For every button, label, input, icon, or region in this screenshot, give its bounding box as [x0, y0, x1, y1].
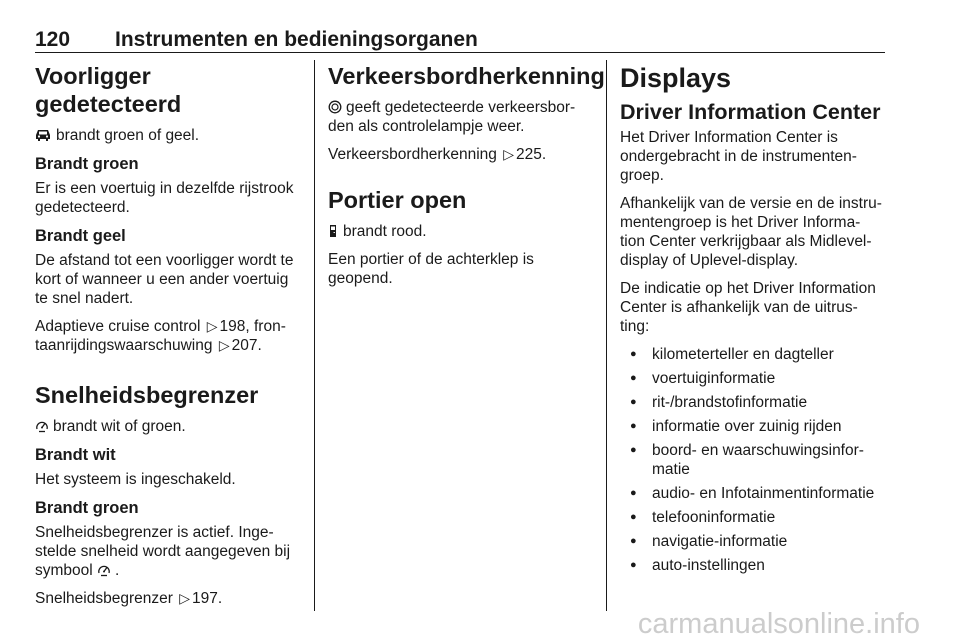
text-line: Center is afhankelijk van de uitrus- [620, 299, 858, 316]
text-line: mentengroep is het Driver Informa- [620, 214, 861, 231]
acc-reference [35, 317, 301, 355]
text-line: Een portier of de achterklep is [328, 251, 534, 268]
page-reference-arrow-icon: ▷ [218, 337, 230, 353]
text-line: kort of wanneer u een ander voertuig [35, 271, 289, 288]
groen2-paragraph [35, 523, 301, 580]
page-reference-arrow-icon: ▷ [179, 590, 190, 606]
column-divider-1 [314, 60, 315, 611]
text-line: Het Driver Information Center is [620, 129, 838, 146]
text-line: ondergebracht in de instrumenten- [620, 148, 857, 165]
ref-text: taanrijdingswaarschuwing [35, 337, 213, 354]
column-3 [620, 62, 888, 580]
vehicle-ahead-icon [35, 129, 51, 141]
text-line: geopend. [328, 270, 393, 287]
heading-brandt-groen-2: Brandt groen [35, 499, 139, 517]
text-line: Afhankelijk van de versie en de instru- [620, 195, 882, 212]
voorligger-desc-text: brandt groen of geel. [56, 127, 200, 144]
text-line: geeft gedetecteerde verkeersbor- [346, 99, 576, 116]
door-open-icon [328, 224, 338, 238]
list-item: ● audio- en Infotainmentinformatie [620, 484, 888, 503]
portier-desc-text: brandt rood. [343, 223, 427, 240]
list-item-line: boord- en waarschuwingsinfor- [652, 442, 864, 459]
page-number: 120 [35, 28, 71, 51]
heading-brandt-groen: Brandt groen [35, 155, 139, 173]
text-line: symbool [35, 562, 93, 579]
snelheid-desc-text: brandt wit of groen. [53, 418, 186, 435]
verkeer-description [328, 98, 592, 136]
list-item [620, 441, 888, 479]
list-item: ● telefooninformatie [620, 508, 888, 527]
ref-page: 197. [191, 590, 223, 607]
portier-paragraph [328, 250, 592, 288]
heading-driver-information-center: Driver Information Center [620, 100, 881, 124]
text-line: Er is een voertuig in dezelfde rijstrook [35, 180, 294, 197]
page-reference-arrow-icon: ▷ [503, 146, 514, 162]
list-item: ● informatie over zuinig rijden [620, 417, 888, 436]
text-line: te snel nadert. [35, 290, 134, 307]
chapter-title: Instrumenten en bedieningsorganen [115, 28, 478, 51]
text-line: De indicatie op het Driver Information [620, 280, 876, 297]
ref-page: 198, fron- [219, 318, 286, 335]
ref-page: 225. [515, 146, 547, 163]
list-item: ● rit-/brandstofinformatie [620, 393, 888, 412]
traffic-sign-icon [328, 100, 342, 114]
column-2 [328, 62, 605, 297]
text-line: gedetecteerd. [35, 199, 130, 216]
groen-paragraph [35, 179, 301, 217]
watermark: carmanualsonline.info [637, 608, 920, 640]
heading-brandt-wit: Brandt wit [35, 446, 116, 464]
speed-limiter-icon [35, 419, 49, 433]
list-item: ● navigatie-informatie [620, 532, 888, 551]
text-line: den als controlelampje weer. [328, 118, 525, 135]
column-1 [35, 62, 301, 617]
list-item: ● kilometerteller en dagteller [620, 345, 888, 364]
heading-displays: Displays [620, 63, 732, 93]
list-item: ● auto-instellingen [620, 556, 888, 575]
heading-portier-open: Portier open [328, 187, 467, 213]
text-line: stelde snelheid wordt aangegeven bij [35, 543, 291, 560]
geel-paragraph [35, 251, 301, 308]
heading-snelheidsbegrenzer: Snelheidsbegrenzer [35, 382, 259, 408]
text-line: De afstand tot een voorligger wordt te [35, 252, 294, 269]
features-list [620, 345, 888, 575]
portier-description [328, 222, 592, 241]
page-reference-arrow-icon: ▷ [206, 318, 218, 334]
snelheid-reference [35, 589, 301, 608]
ref-text: Snelheidsbegrenzer [35, 590, 173, 607]
text-line: tion Center verkrijgbaar als Midlevel- [620, 233, 872, 250]
header-rule [35, 52, 885, 53]
ref-text: Adaptieve cruise control [35, 318, 201, 335]
snelheid-description [35, 417, 301, 436]
voorligger-description [35, 126, 301, 145]
list-item-line: matie [652, 461, 690, 478]
indication-paragraph [620, 279, 888, 336]
speed-limiter-icon [97, 563, 111, 577]
ref-text: Verkeersbordherkenning [328, 146, 497, 163]
heading-verkeersbordherkenning: Verkeersbordherkenning [328, 63, 605, 89]
ref-page: 207. [231, 337, 262, 354]
verkeer-reference [328, 145, 592, 164]
list-item: ● voertuiginformatie [620, 369, 888, 388]
text-line: ting: [620, 318, 650, 335]
text-line: . [115, 562, 120, 579]
heading-brandt-geel: Brandt geel [35, 227, 126, 245]
text-line: Snelheidsbegrenzer is actief. Inge- [35, 524, 274, 541]
variant-paragraph [620, 194, 888, 270]
heading-voorligger: Voorligger gedetecteerd [35, 63, 182, 117]
wit-paragraph: Het systeem is ingeschakeld. [35, 471, 236, 488]
dic-paragraph [620, 128, 888, 185]
text-line: display of Uplevel-display. [620, 252, 799, 269]
column-divider-2 [606, 60, 607, 611]
text-line: groep. [620, 167, 664, 184]
page-header [35, 28, 885, 52]
